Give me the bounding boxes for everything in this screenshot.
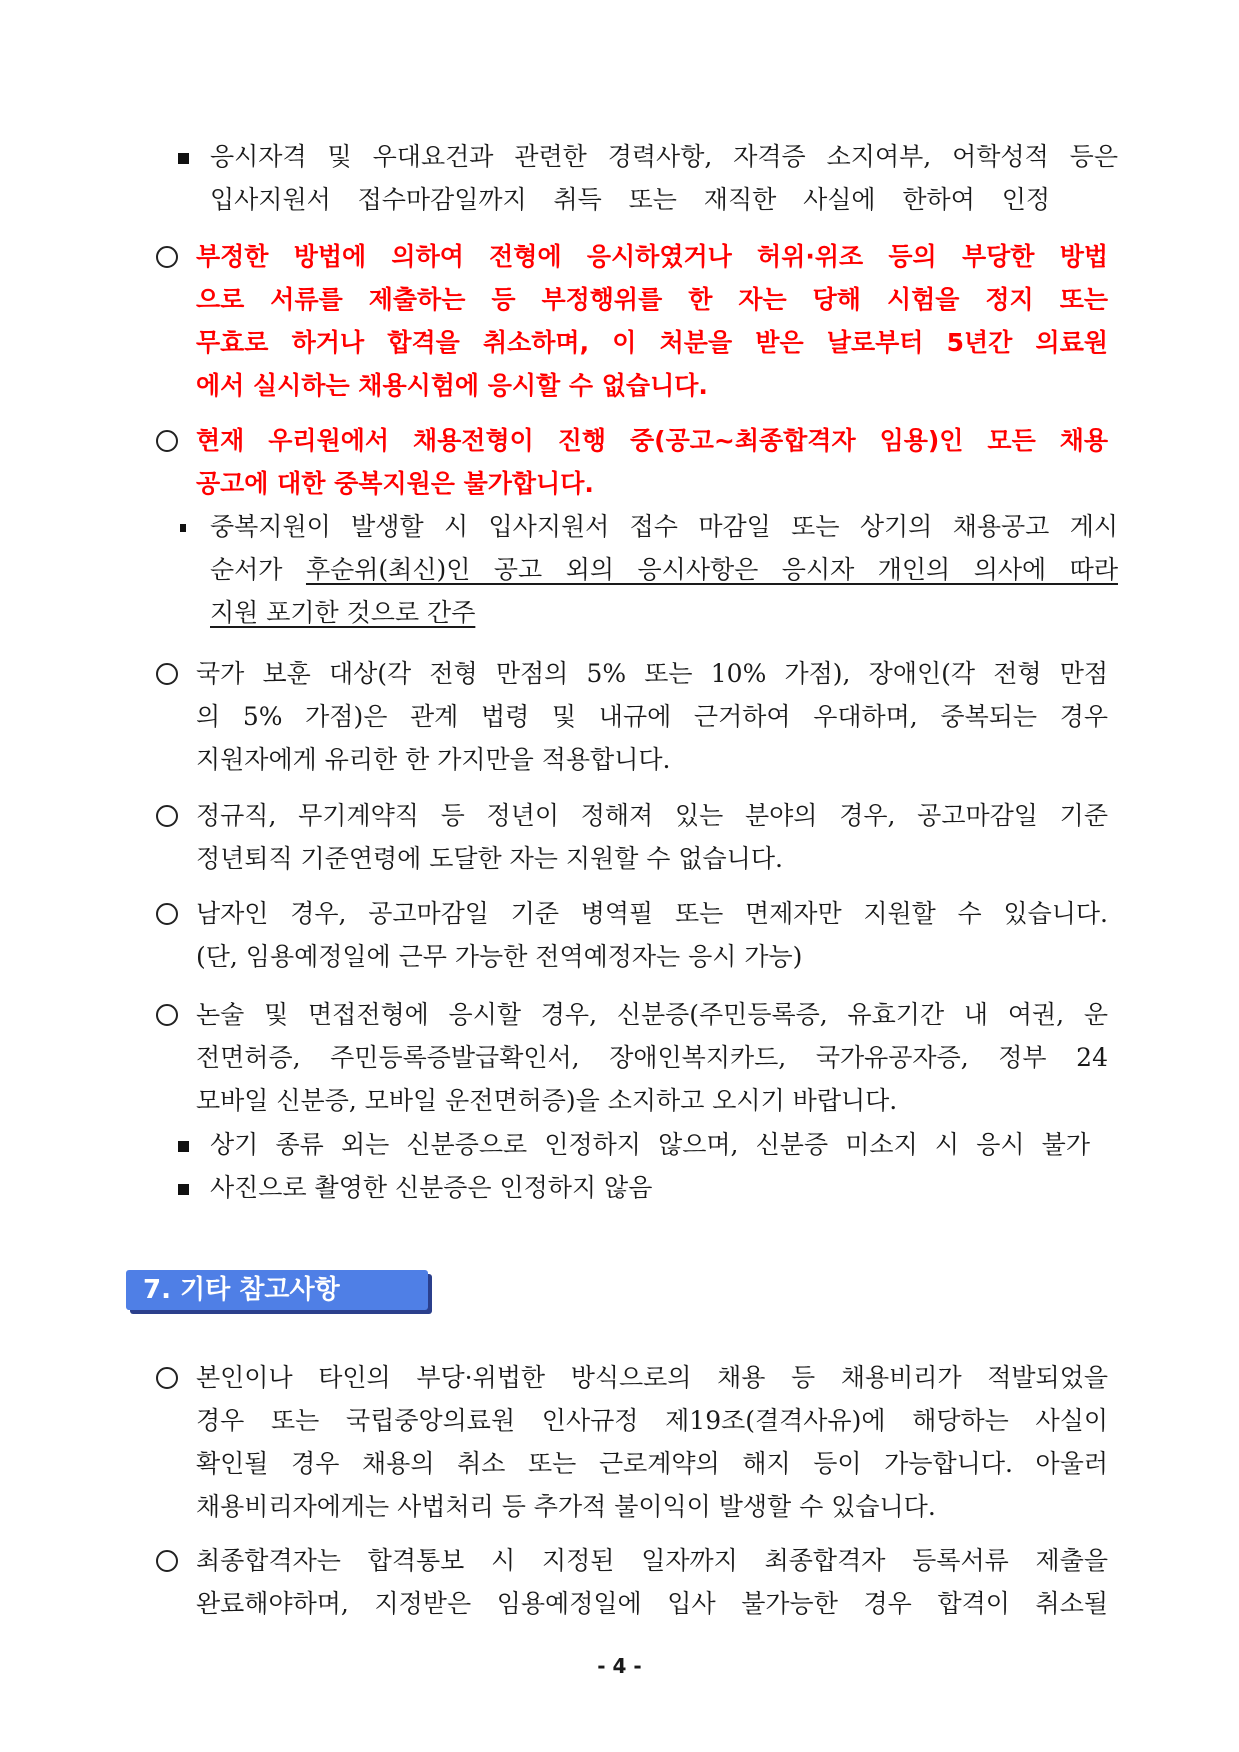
warning-text-line: 으로 서류를 제출하는 등 부정행위를 한 자는 당해 시험을 정지 또는 xyxy=(196,285,1108,314)
page-number: - 4 - xyxy=(597,1654,642,1678)
circle-bullet-icon xyxy=(156,246,178,268)
text-line: 중복지원이 발생할 시 입사지원서 접수 마감일 또는 상기의 채용공고 게시 xyxy=(210,512,1118,541)
underlined-text: 후순위(최신)인 공고 외의 응시사항은 응시자 개인의 의사에 따라 xyxy=(305,555,1118,584)
text-line: 논술 및 면접전형에 응시할 경우, 신분증(주민등록증, 유효기간 내 여권, 운 xyxy=(196,1000,1108,1029)
small-square-bullet-icon xyxy=(180,524,186,532)
warning-text-line: 무효로 하거나 합격을 취소하며, 이 처분을 받은 날로부터 5년간 의료원 xyxy=(196,328,1108,357)
text-line: 본인이나 타인의 부당·위법한 방식으로의 채용 등 채용비리가 적발되었을 xyxy=(196,1363,1108,1392)
text-line: 경우 또는 국립중앙의료원 인사규정 제19조(결격사유)에 해당하는 사실이 xyxy=(196,1406,1108,1435)
text-line: 사진으로 촬영한 신분증은 인정하지 않음 xyxy=(210,1173,653,1202)
square-bullet-icon xyxy=(178,1184,189,1195)
warning-text-line: 부정한 방법에 의하여 전형에 응시하였거나 허위·위조 등의 부당한 방법 xyxy=(196,242,1108,271)
circle-bullet-icon xyxy=(156,663,178,685)
text-line: 응시자격 및 우대요건과 관련한 경력사항, 자격증 소지여부, 어학성적 등은 xyxy=(210,142,1118,171)
text-line: 정규직, 무기계약직 등 정년이 정해져 있는 분야의 경우, 공고마감일 기준 xyxy=(196,801,1108,830)
circle-bullet-icon xyxy=(156,1550,178,1572)
text-line: 상기 종류 외는 신분증으로 인정하지 않으며, 신분증 미소지 시 응시 불가 xyxy=(210,1130,1090,1159)
text-line: 모바일 신분증, 모바일 운전면허증)을 소지하고 오시기 바랍니다. xyxy=(196,1086,898,1115)
warning-text-line: 공고에 대한 중복지원은 불가합니다. xyxy=(196,469,594,498)
warning-text-line: 에서 실시하는 채용시험에 응시할 수 없습니다. xyxy=(196,371,708,400)
text-line: 지원자에게 유리한 한 가지만을 적용합니다. xyxy=(196,745,671,774)
circle-bullet-icon xyxy=(156,1367,178,1389)
text-line: 의 5% 가점)은 관계 법령 및 내규에 근거하여 우대하며, 중복되는 경우 xyxy=(196,702,1108,731)
text-line: 정년퇴직 기준연령에 도달한 자는 지원할 수 없습니다. xyxy=(196,844,783,873)
text-line: 남자인 경우, 공고마감일 기준 병역필 또는 면제자만 지원할 수 있습니다. xyxy=(196,899,1108,928)
text-span: 순서가 xyxy=(210,555,306,584)
circle-bullet-icon xyxy=(156,903,178,925)
text-line: 전면허증, 주민등록증발급확인서, 장애인복지카드, 국가유공자증, 정부 24 xyxy=(196,1043,1108,1072)
underlined-text-line: 지원 포기한 것으로 간주 xyxy=(210,598,476,627)
text-line: 완료해야하며, 지정받은 임용예정일에 입사 불가능한 경우 합격이 취소될 xyxy=(196,1589,1108,1618)
text-line: 최종합격자는 합격통보 시 지정된 일자까지 최종합격자 등록서류 제출을 xyxy=(196,1546,1108,1575)
square-bullet-icon xyxy=(178,1141,189,1152)
text-line: 채용비리자에게는 사법처리 등 추가적 불이익이 발생할 수 있습니다. xyxy=(196,1492,936,1521)
circle-bullet-icon xyxy=(156,1004,178,1026)
warning-text-line: 현재 우리원에서 채용전형이 진행 중(공고~최종합격자 임용)인 모든 채용 xyxy=(196,426,1108,455)
square-bullet-icon xyxy=(178,153,189,164)
text-line: 확인될 경우 채용의 취소 또는 근로계약의 해지 등이 가능합니다. 아울러 xyxy=(196,1449,1108,1478)
circle-bullet-icon xyxy=(156,805,178,827)
text-line: 국가 보훈 대상(각 전형 만점의 5% 또는 10% 가점), 장애인(각 전형 만점 xyxy=(196,659,1108,688)
section-title: 7. 기타 참고사항 xyxy=(143,1275,340,1305)
circle-bullet-icon xyxy=(156,430,178,452)
text-line: 입사지원서 접수마감일까지 취득 또는 재직한 사실에 한하여 인정 xyxy=(210,185,1050,214)
section-heading xyxy=(126,1270,428,1310)
text-line xyxy=(210,553,1118,587)
text-line: (단, 임용예정일에 근무 가능한 전역예정자는 응시 가능) xyxy=(196,942,803,971)
